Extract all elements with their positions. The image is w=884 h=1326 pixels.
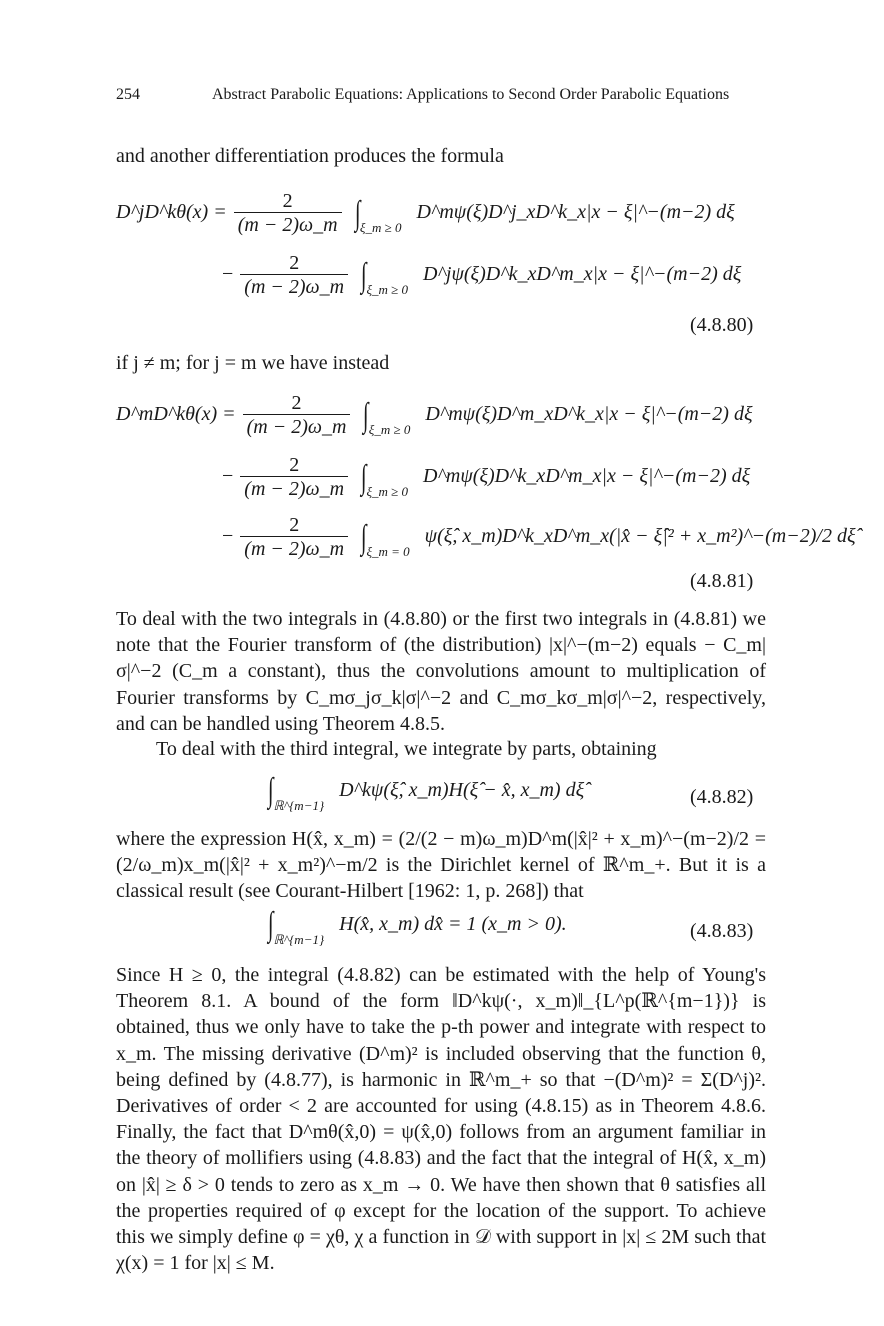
fraction: $\frac{2}{(m - 2)\omega\_m}$ (240, 252, 348, 299)
integral-domain: ξ_m ≥ 0 (368, 422, 411, 438)
equation-label-4-8-80: (4.8.80) (690, 314, 754, 336)
integral-domain: ℝ^{m−1} (273, 798, 325, 813)
paragraph-dirichlet-kernel: where the expression H(x̂, x_m) = (2/(2 − m)ω_m)D^m(|x̂|² + x_m)^−(m−2)/2 = (2/ω_m)x_m(|x̂|² + x_m²)^−m/2 is the Dirichlet kernel of ℝ^m_+. But it is a classical result (see Courant-Hilbert [1962: 1, p. 268]) that (116, 828, 766, 903)
equation-4-8-81-line-2: − $\frac{2}{(m - 2)\omega\_m}$ $\int_{\xi\_m \ge 0}$ D^mψ(ξ)D^k_xD^m_x|x − ξ|^−(m−2) dξ (222, 454, 751, 500)
integral-domain: ξ_m ≥ 0 (359, 220, 402, 236)
fraction: $\frac{2}{(m - 2)\omega\_m}$ (240, 514, 348, 561)
page-number: 254 (116, 86, 140, 103)
integrand: D^kψ(ξ̂, x_m)H(ξ̂ − x̂, x_m) dξ̂ (339, 779, 585, 801)
fraction: $\frac{2}{(m - 2)\omega\_m}$ (240, 454, 348, 501)
running-head (116, 86, 766, 104)
integral-domain: ξ_m = 0 (366, 544, 410, 560)
equation-label-4-8-82: (4.8.82) (690, 786, 754, 808)
integral-sign: ∫ (267, 906, 274, 944)
equation-label-4-8-83: (4.8.83) (690, 920, 754, 942)
integral-sign: ∫ (360, 458, 367, 496)
integral-sign: ∫ (354, 194, 361, 232)
paragraph-young-estimate: Since H ≥ 0, the integral (4.8.82) can be estimated with the help of Young's Theorem 8.1. A bound of the form ‖D^kψ(·, x_m)‖_{L^p(ℝ^{m−1})} is obtained, thus we only have to take the p-th power and integrate with respect to x_m. The missing derivative (D^m)² is included observing that the function θ, being defined by (4.8.77), is harmonic in ℝ^m_+ so that −(D^m)² = Σ(D^j)². Derivatives of order < 2 are accounted for using (4.8.15) as in Theorem 4.8.6. Finally, the fact that D^mθ(x̂,0) = ψ(x̂,0) follows from an argument familiar in the theory of mollifiers using (4.8.83) and the fact that the integral of H(x̂, x_m) on |x̂| ≥ δ > 0 tends to zero as x_m → 0. We have then shown that θ satisfies all the properties required of φ except for the location of the support. To achieve this we simply define φ = χθ, χ a function in 𝒟 with support in |x| ≤ 2M such that χ(x) = 1 for |x| ≤ M. (116, 964, 766, 1275)
paragraph-fourier: To deal with the two integrals in (4.8.80) or the first two integrals in (4.8.81) we note that the Fourier transform of (the distribution) |x|^−(m−2) equals − C_m|σ|^−2 (C_m a constant), thus the convolutions amount to multiplication of Fourier transforms by C_mσ_jσ_k|σ|^−2 and C_mσ_kσ_m|σ|^−2, respectively, and can be handled using Theorem 4.8.5. (116, 608, 766, 735)
integral-domain: ξ_m ≥ 0 (366, 282, 409, 298)
integral-sign: ∫ (360, 518, 367, 556)
equation-4-8-80-line-1 (116, 190, 735, 240)
equation-4-8-81-line-3: − $\frac{2}{(m - 2)\omega\_m}$ $\int_{\xi\_m = 0}$ ψ(ξ̂, x_m)D^k_xD^m_x(|x̂ − ξ̂|² + x_m²)^−(m−2)/2 dξ̂ (222, 514, 856, 560)
equation-4-8-83 (262, 906, 567, 952)
integral-domain: ℝ^{m−1} (273, 932, 325, 947)
integral-sign: ∫ (363, 396, 369, 434)
integrand: H(x̂, x_m) dx̂ = 1 (x_m > 0). (339, 913, 567, 935)
fraction: $\frac{2}{(m - 2)\omega\_m}$ (234, 190, 342, 237)
paragraph-integrate-by-parts: To deal with the third integral, we integrate by parts, obtaining (156, 738, 657, 760)
integrand: D^jψ(ξ)D^k_xD^m_x|x − ξ|^−(m−2) dξ (423, 263, 742, 286)
fraction: $\frac{2}{(m - 2)\omega\_m}$ (243, 392, 351, 439)
integral-sign: ∫ (360, 256, 367, 294)
eq-lhs: D^mD^kθ(x) = (116, 403, 236, 426)
paragraph-case-j-equals-m: if j ≠ m; for j = m we have instead (116, 352, 390, 374)
paragraph-intro: and another differentiation produces the formula (116, 145, 504, 167)
integral-sign: ∫ (267, 772, 274, 810)
equation-4-8-80-line-2: − $\frac{2}{(m - 2)\omega\_m}$ $\int_{\xi\_m \ge 0}$ D^jψ(ξ)D^k_xD^m_x|x − ξ|^−(m−2) dξ (222, 252, 742, 298)
integrand: D^mψ(ξ)D^m_xD^k_x|x − ξ|^−(m−2) dξ (425, 403, 753, 426)
integrand: ψ(ξ̂, x_m)D^k_xD^m_x(|x̂ − ξ̂|² + x_m²)^−(m−2)/2 dξ̂ (424, 525, 856, 548)
running-title: Abstract Parabolic Equations: Applications to Second Order Parabolic Equations (212, 86, 730, 103)
integral-domain: ξ_m ≥ 0 (366, 484, 409, 500)
eq-lhs: D^jD^kθ(x) = (116, 201, 227, 224)
integrand: D^mψ(ξ)D^k_xD^m_x|x − ξ|^−(m−2) dξ (423, 465, 751, 488)
equation-4-8-81-line-1 (116, 392, 753, 442)
equation-label-4-8-81: (4.8.81) (690, 570, 754, 592)
integrand: D^mψ(ξ)D^j_xD^k_x|x − ξ|^−(m−2) dξ (416, 201, 735, 224)
equation-4-8-82 (262, 772, 585, 818)
